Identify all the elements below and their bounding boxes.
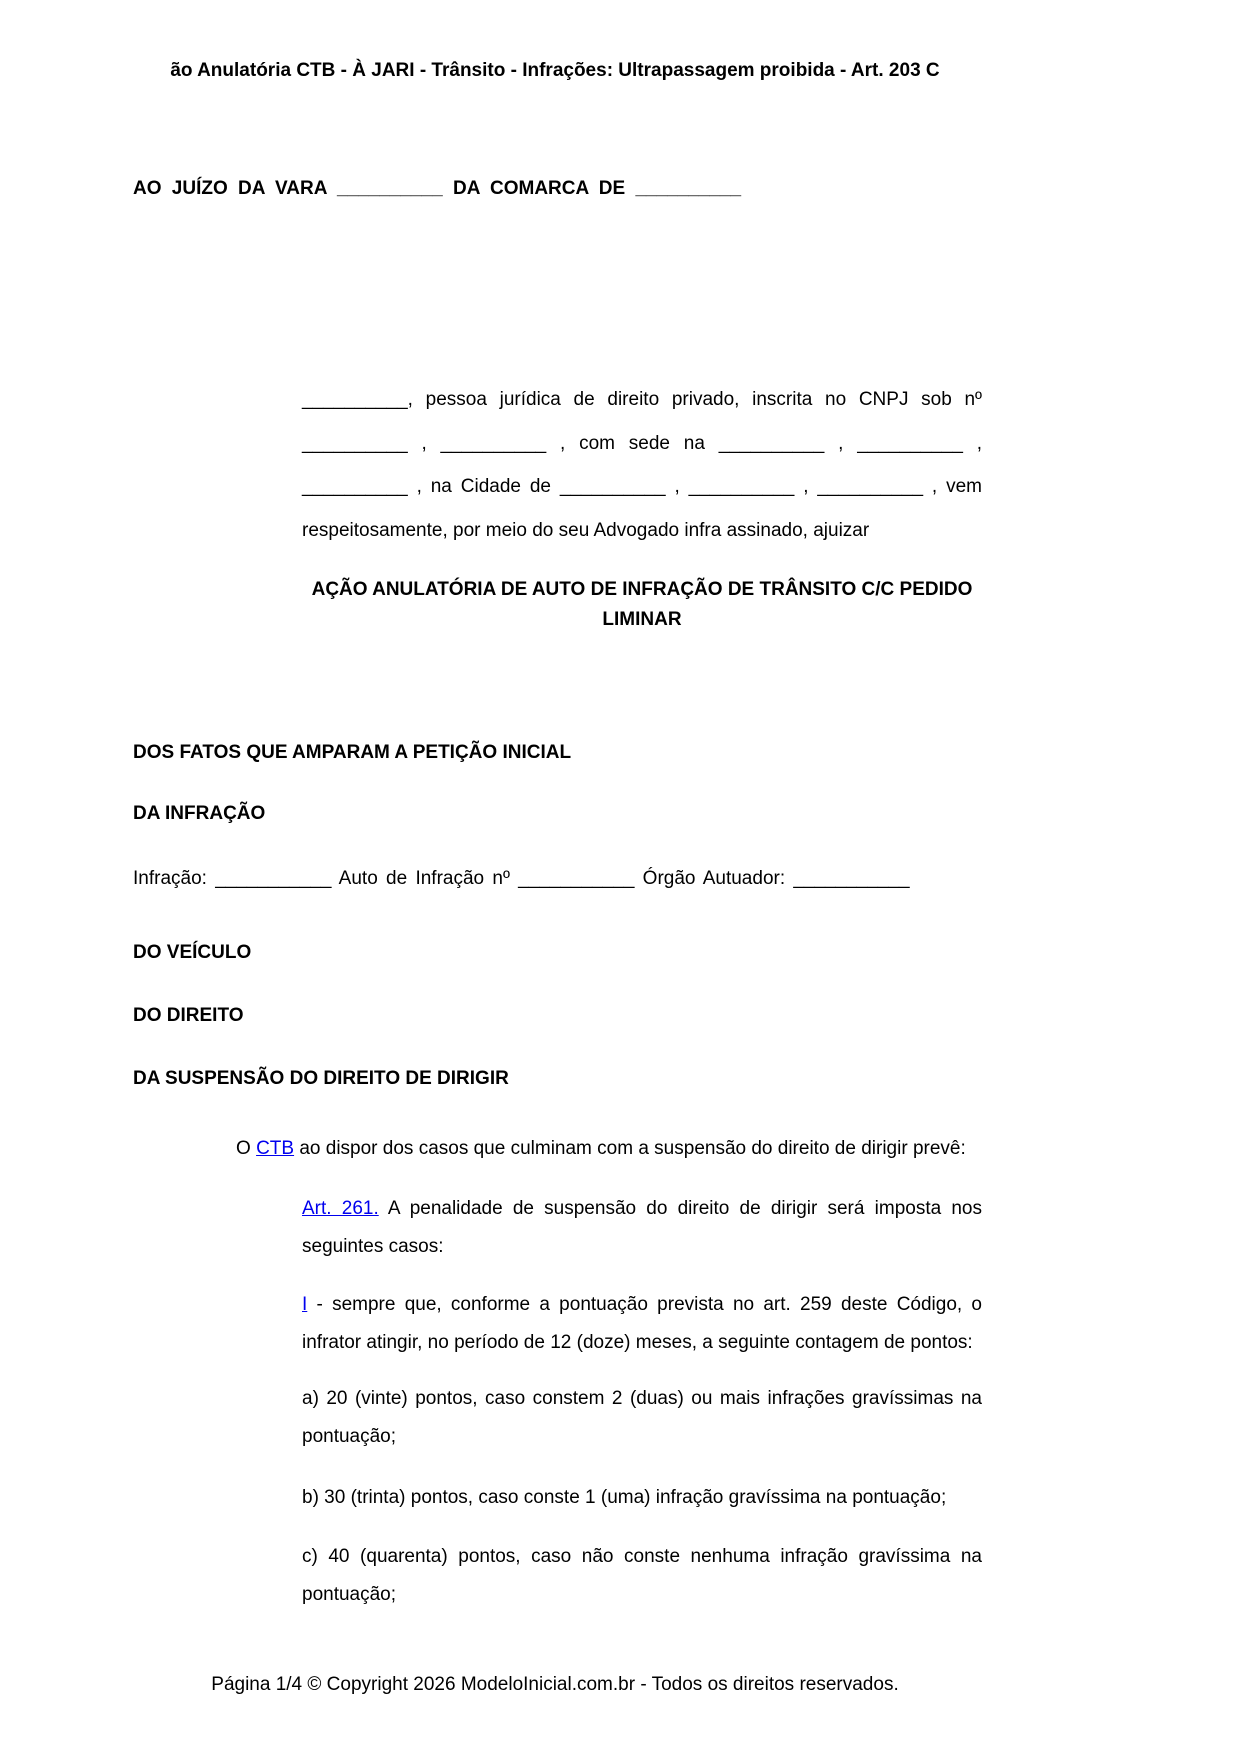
addressee-line: AO JUÍZO DA VARA __________ DA COMARCA DE __________ — [133, 178, 742, 199]
qualification-line-3: __________ , na Cidade de __________ , __________ , __________ , vem — [302, 476, 982, 497]
quote-art-261-text: A penalidade de suspensão do direito de dirigir será imposta nos seguintes casos: — [302, 1198, 982, 1257]
section-heading-infraction: DA INFRAÇÃO — [133, 803, 266, 824]
ctb-link[interactable]: CTB — [256, 1138, 295, 1159]
quote-item-b: b) 30 (trinta) pontos, caso conste 1 (uma) infração gravíssima na pontuação; — [302, 1487, 947, 1508]
quote-item-c: c) 40 (quarenta) pontos, caso não conste nenhuma infração gravíssima na pontuação; — [302, 1546, 982, 1605]
qualification-line-4: respeitosamente, por meio do seu Advogado infra assinado, ajuizar — [302, 519, 870, 541]
qualification-line-2: __________ , __________ , com sede na __________ , __________ , — [302, 432, 982, 454]
ctb-paragraph-suffix: ao dispor dos casos que culminam com a suspensão do direito de dirigir prevê: — [294, 1138, 966, 1159]
section-heading-vehicle: DO VEÍCULO — [133, 942, 252, 963]
quote-item-a: a) 20 (vinte) pontos, caso constem 2 (duas) ou mais infrações gravíssimas na pontuação; — [302, 1388, 982, 1447]
inciso-i-link[interactable]: I — [302, 1294, 308, 1315]
quote-inciso-i — [302, 1286, 982, 1362]
section-heading-law: DO DIREITO — [133, 1005, 244, 1026]
art-261-link[interactable]: Art. 261. — [302, 1198, 379, 1219]
document-header-title: ão Anulatória CTB - À JARI - Trânsito - Infrações: Ultrapassagem proibida - Art. 203 C — [170, 60, 940, 81]
page-footer: Página 1/4 © Copyright 2026 ModeloInicial.com.br - Todos os direitos reservados. — [211, 1674, 899, 1695]
quote-art-261 — [302, 1190, 982, 1266]
ctb-paragraph-prefix: O — [236, 1138, 257, 1159]
section-heading-facts: DOS FATOS QUE AMPARAM A PETIÇÃO INICIAL — [133, 742, 572, 763]
qualification-paragraph — [302, 378, 982, 552]
quote-inciso-i-text: - sempre que, conforme a pontuação prevista no art. 259 deste Código, o infrator atingir, no período de 12 (doze) meses, a seguinte contagem de pontos: — [302, 1294, 982, 1353]
petition-title: AÇÃO ANULATÓRIA DE AUTO DE INFRAÇÃO DE TRÂNSITO C/C PEDIDO LIMINAR — [311, 579, 973, 630]
ctb-intro-paragraph — [133, 1137, 1107, 1161]
qualification-line-1: __________, pessoa jurídica de direito privado, inscrita no CNPJ sob nº — [302, 389, 982, 410]
section-heading-suspension: DA SUSPENSÃO DO DIREITO DE DIRIGIR — [133, 1068, 509, 1089]
infraction-details-line: Infração: ___________ Auto de Infração nº ___________ Órgão Autuador: ___________ — [133, 868, 910, 889]
